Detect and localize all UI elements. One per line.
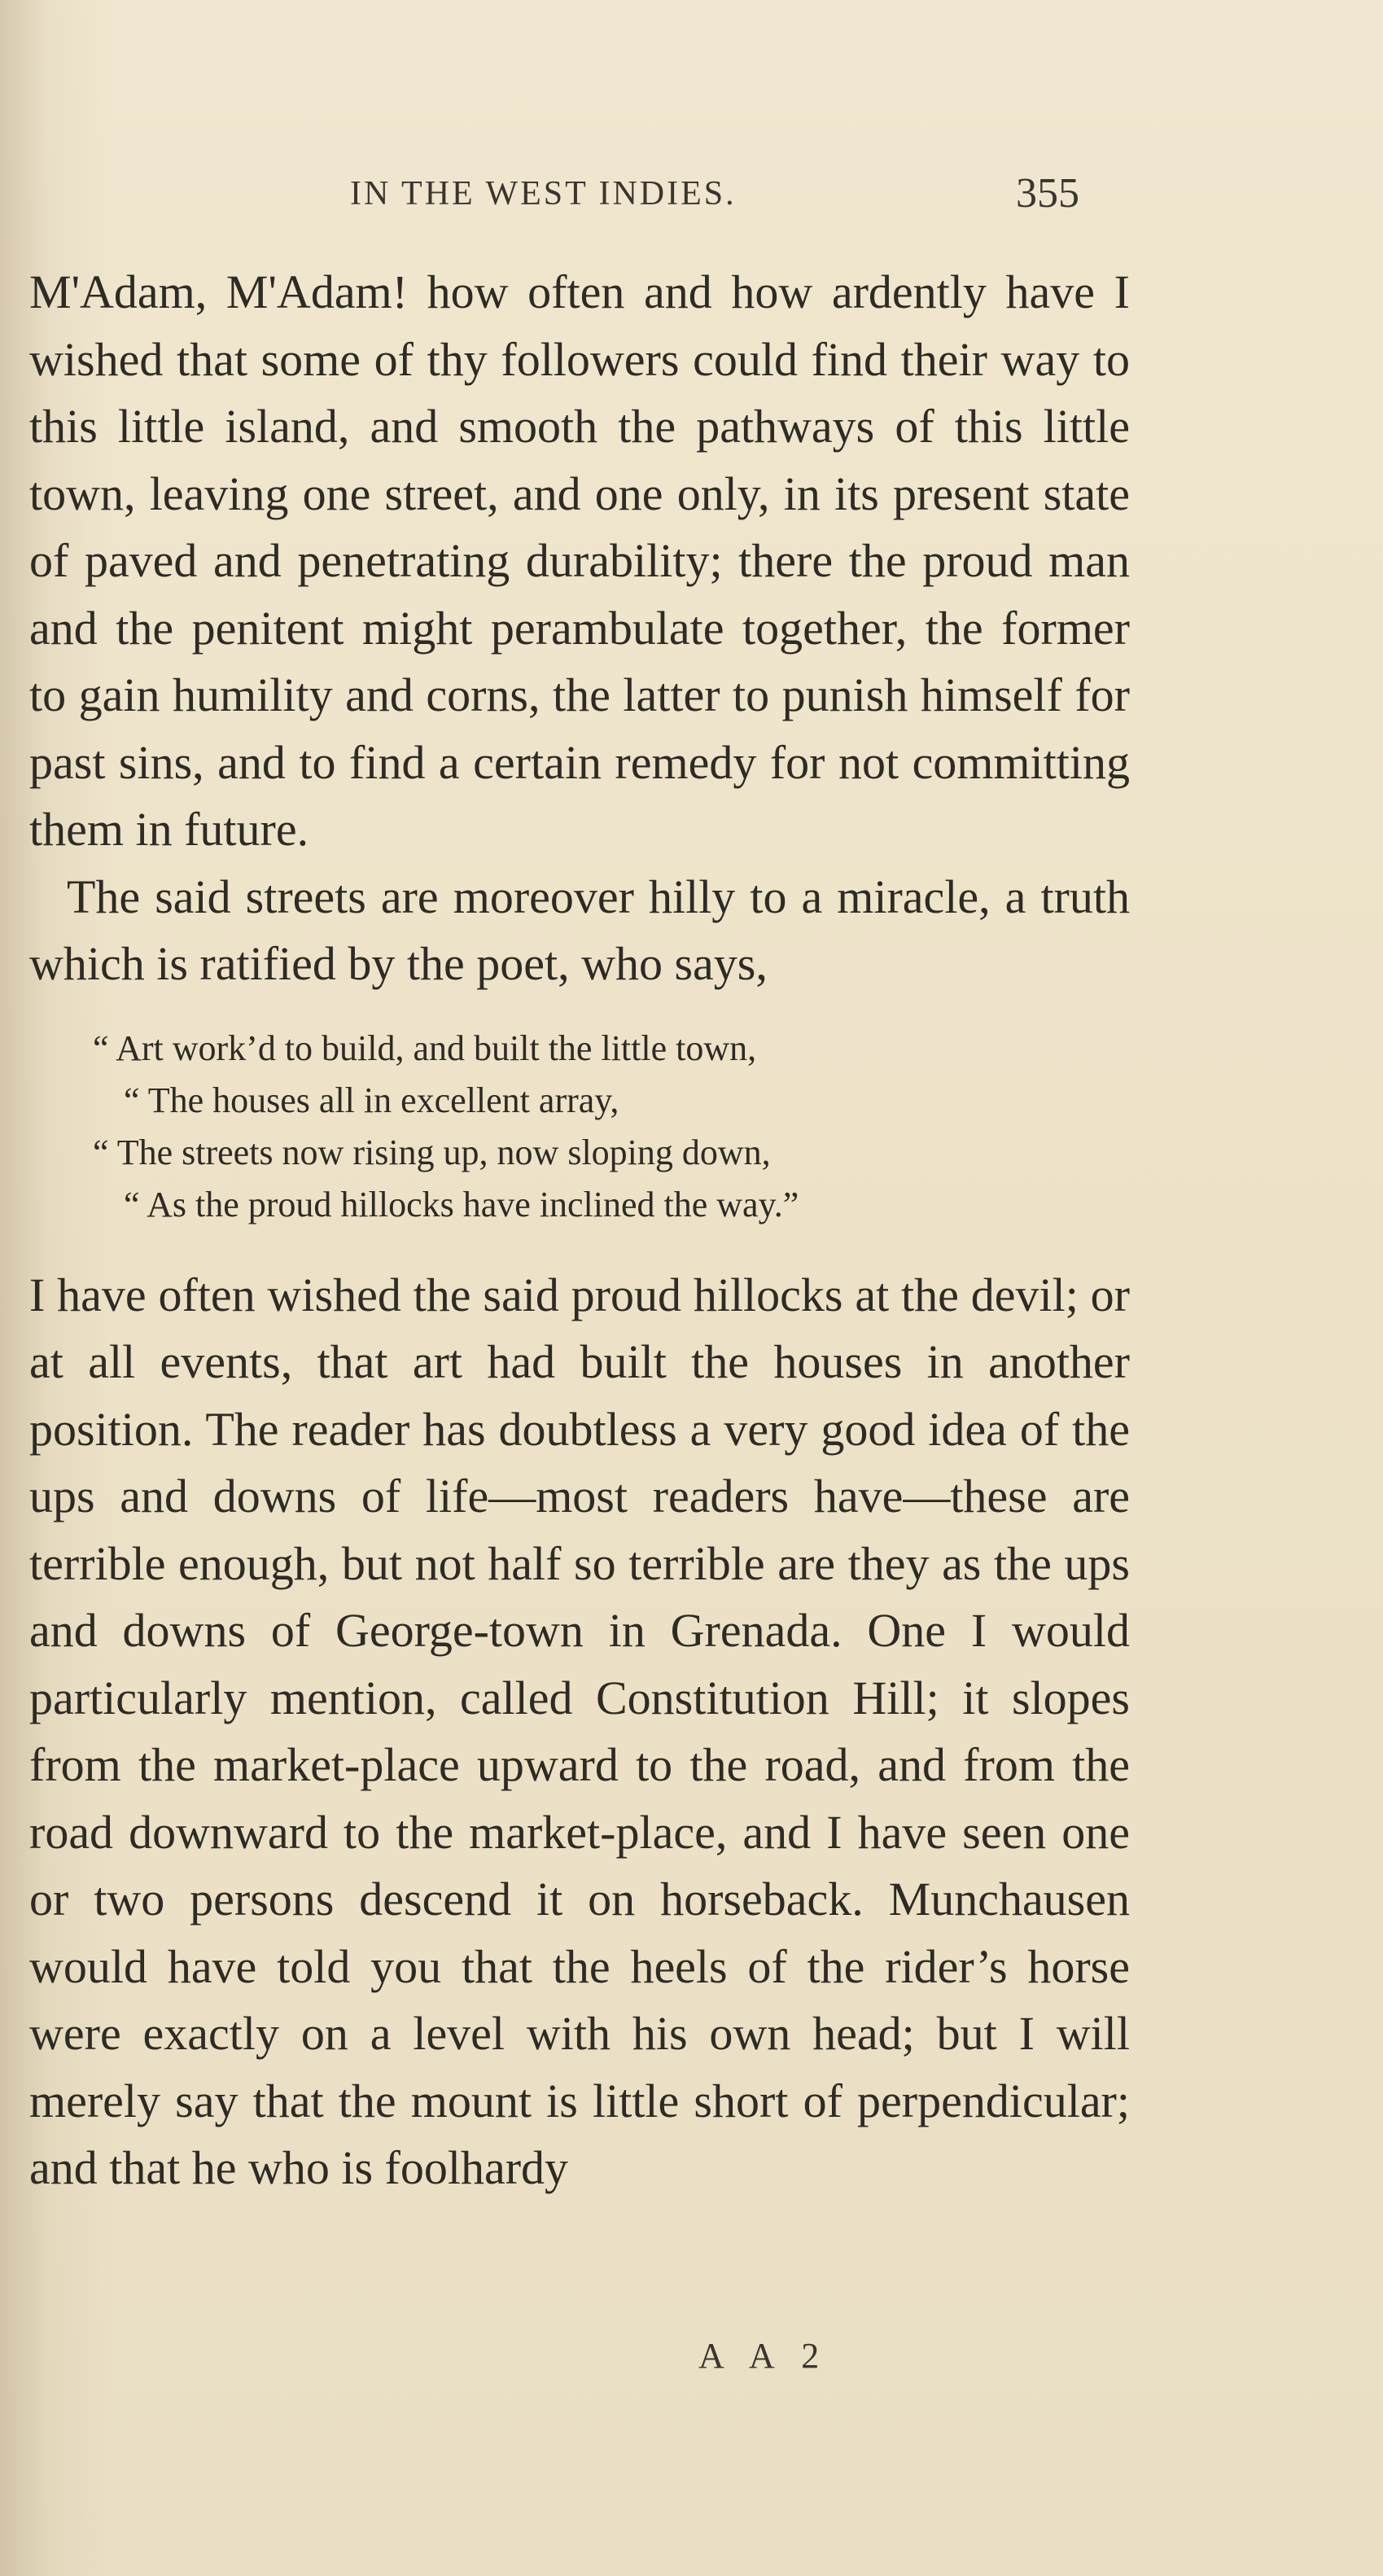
paragraph-1: M'Adam, M'Adam! how often and how ardently have I wished that some of thy followers could find their way to this little island, and smooth the pathways of this little town, leaving one street, and one only, in its present state of paved and penetrating durability; there the proud man and the penitent might perambulate together, the former to gain humility and corns, the latter to punish himself for past sins, and to find a certain remedy for not committing them in future. <box>29 265 1130 856</box>
verse-line-3: “ The streets now rising up, now sloping down, <box>93 1132 771 1172</box>
paragraph-2: The said streets are moreover hilly to a miracle, a truth which is ratified by the poet, who says, <box>29 870 1130 990</box>
paragraph-3: I have often wished the said proud hillocks at the devil; or at all events, that art had built the houses in another position. The reader has doubtless a very good idea of the ups and downs of life—most readers have—these are terrible enough, but not half so terrible are they as the ups and downs of George-town in Grenada. One I would particularly mention, called Constitution Hill; it slopes from the market-place upward to the road, and from the road downward to the market-place, and I have seen one or two persons descend it on horseback. Munchausen would have told you that the heels of the rider’s horse were exactly on a level with his own head; but I will merely say that the mount is little short of perpendicular; and that he who is foolhardy <box>29 1268 1130 2194</box>
body-text <box>29 259 1130 2202</box>
page-header <box>0 169 1383 218</box>
verse-line-1: “ Art work’d to build, and built the little town, <box>93 1027 757 1068</box>
running-head: IN THE WEST INDIES. <box>350 175 737 212</box>
verse-line-4: “ As the proud hillocks have inclined the way.” <box>124 1184 799 1224</box>
verse-line-2: “ The houses all in excellent array, <box>124 1080 619 1120</box>
page-number: 355 <box>1016 170 1079 217</box>
verse-quotation <box>29 1023 1130 1231</box>
signature-mark: A A 2 <box>698 2336 829 2376</box>
